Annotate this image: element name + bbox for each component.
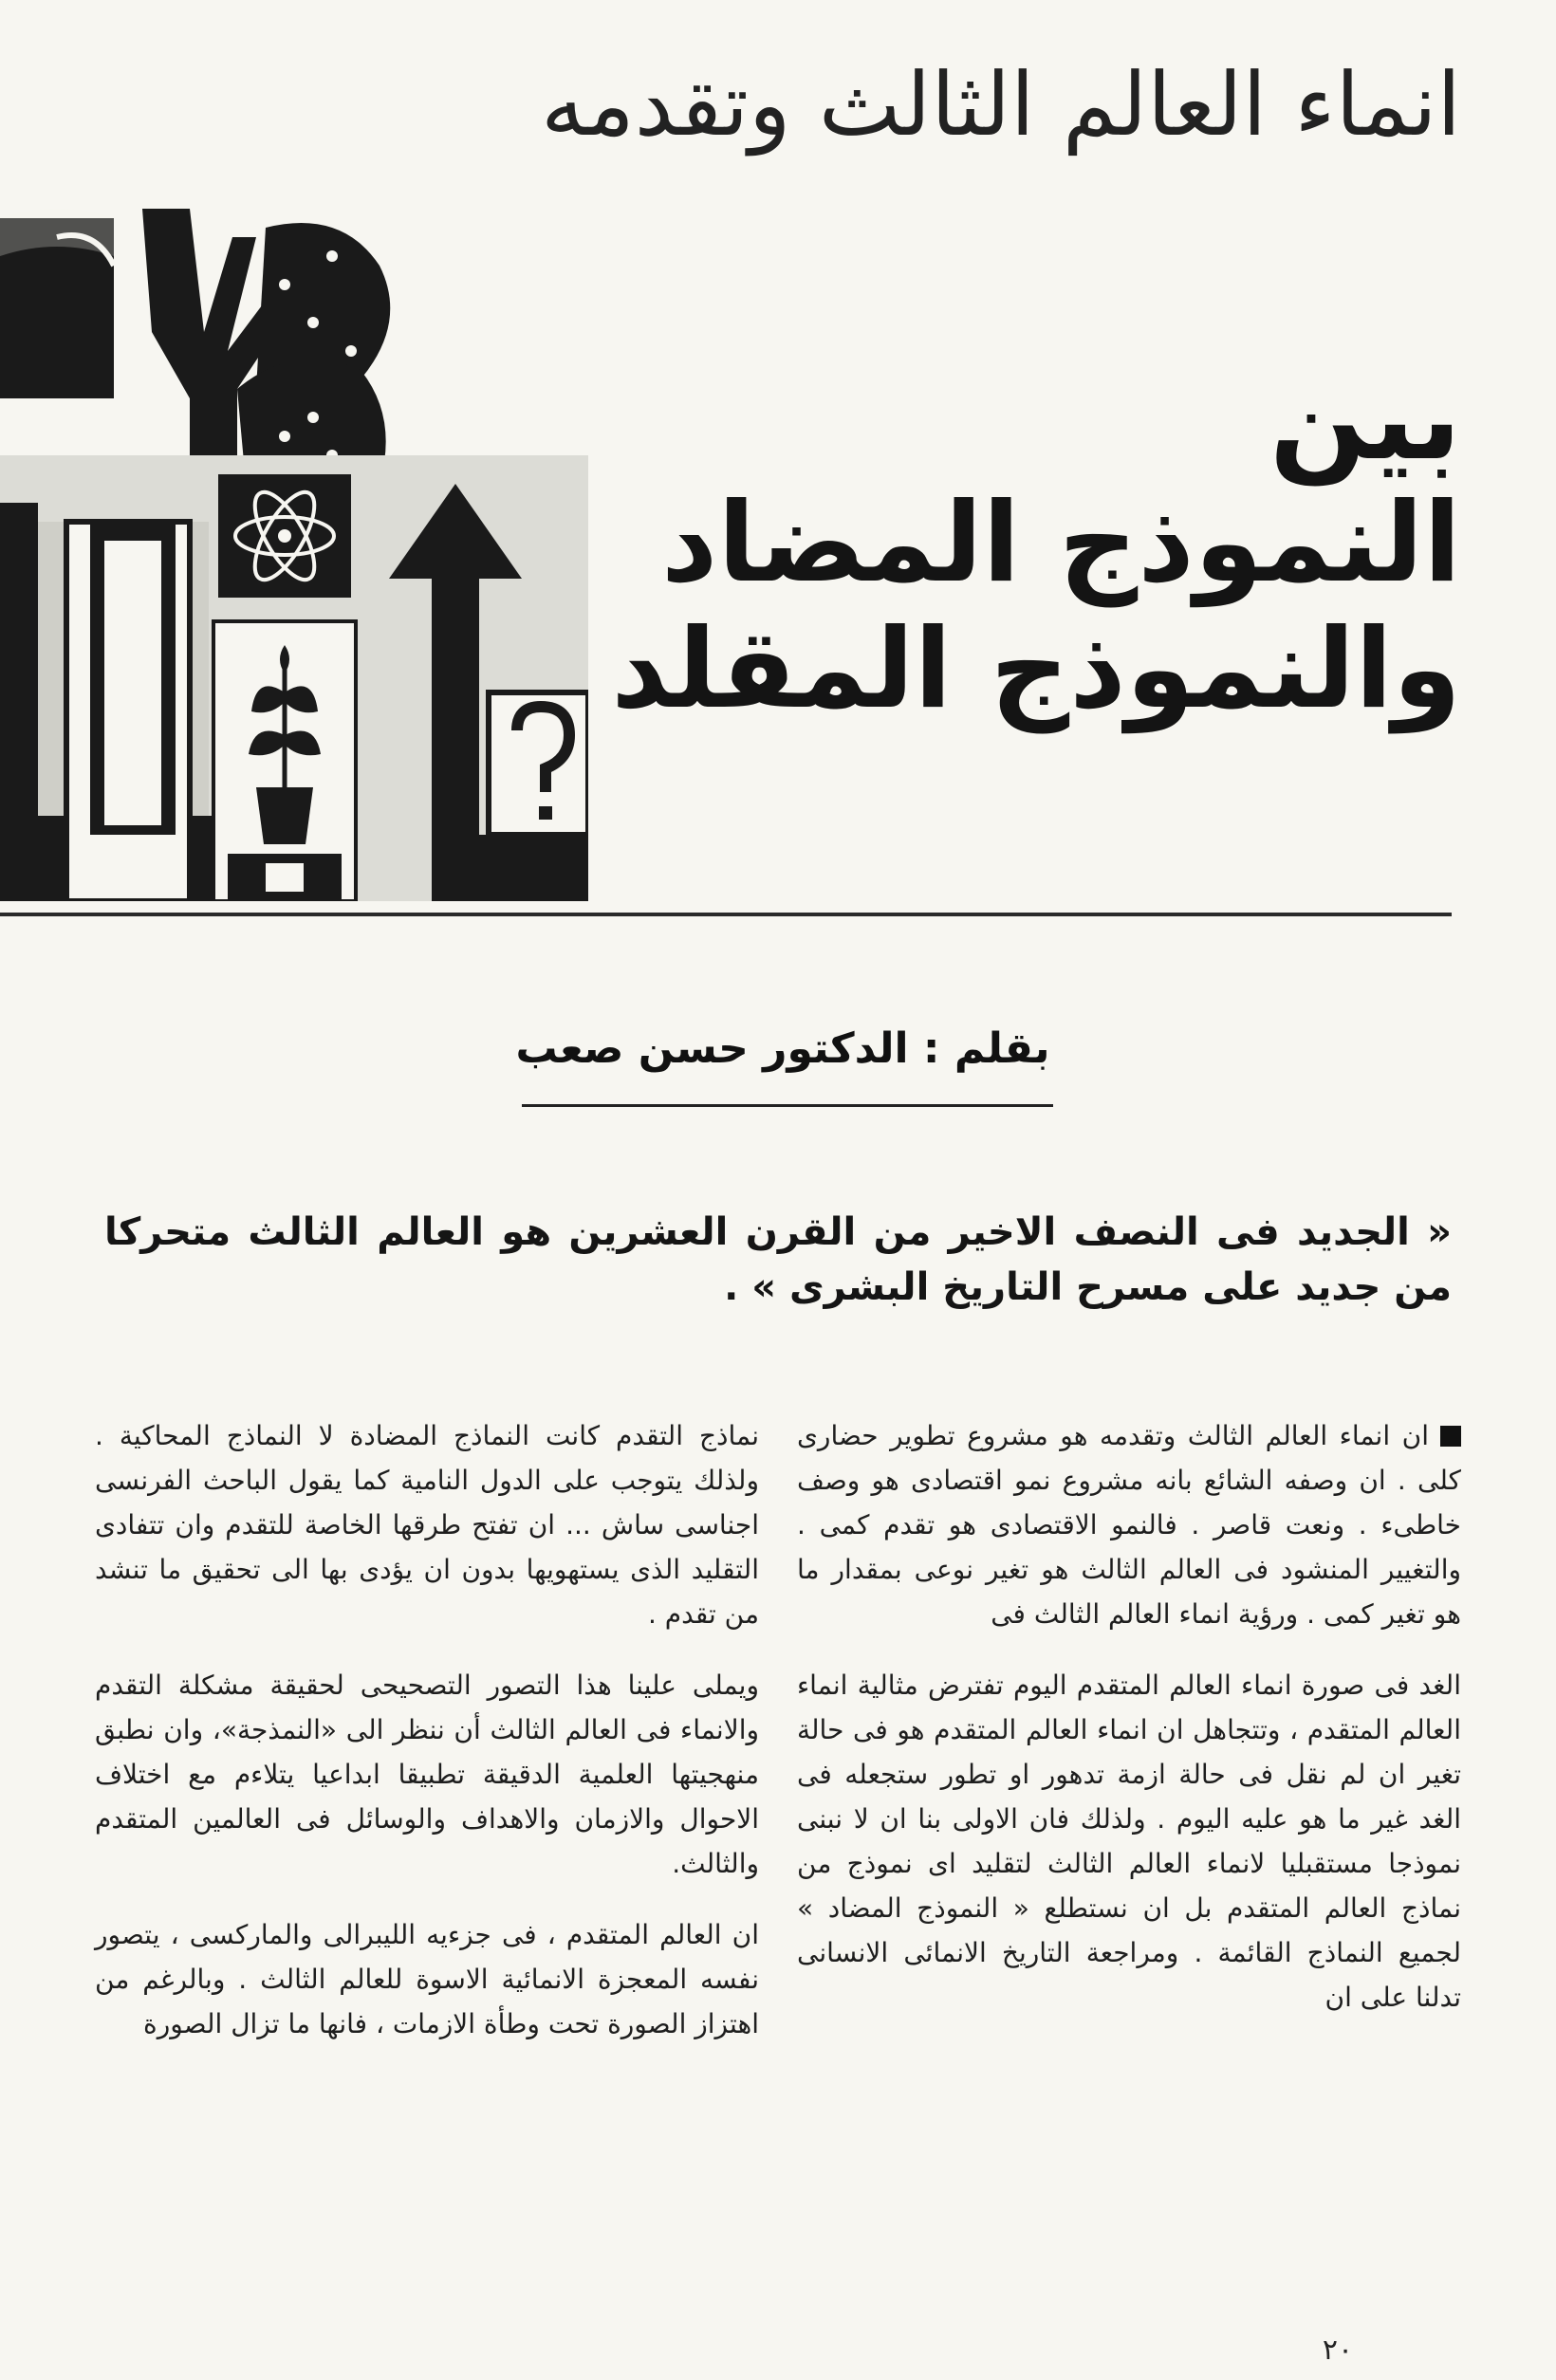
paragraph: ويملى علينا هذا التصور التصحيحى لحقيقة مشكلة التقدم والانماء فى العالم الثالث أن ننظر الى «النمذجة»، وان نطبق منهجيتها العلمية الدقيقة تطبيقا ابداعيا يتلاءم مع اختلاف الاحوال والازمان والاهداف والوسائل فى العالمين المتقدم والثالث. bbox=[95, 1670, 759, 1880]
paragraph: نماذج التقدم كانت النماذج المضادة لا النماذج المحاكية . ولذلك يتوجب على الدول النامية كما يقول الباحث الفرنسى اجناسى ساش ... ان تفتح طرقها الخاصة للتقدم وان تتفادى التقليد الذى يستهويها بدون ان يؤدى بها الى تحقيق ما تنشد من تقدم . bbox=[95, 1420, 759, 1631]
headline-line-1: بين bbox=[1269, 354, 1461, 486]
page-number: ٢٠ bbox=[1322, 2334, 1354, 2367]
headline-line-2: النموذج المضاد bbox=[660, 479, 1461, 607]
plant-pot-icon bbox=[213, 621, 356, 901]
series-kicker: انماء العالم الثالث وتقدمه bbox=[541, 54, 1461, 156]
square-bullet-icon bbox=[1440, 1426, 1461, 1447]
header-divider bbox=[0, 913, 1452, 916]
article-column-left bbox=[95, 1413, 759, 2073]
byline-underline bbox=[522, 1104, 1053, 1107]
atom-icon bbox=[218, 474, 351, 598]
author-byline: بقلم : الدكتور حسن صعب bbox=[515, 1024, 1050, 1073]
headline-line-3: والنموذج المقلد bbox=[611, 605, 1461, 734]
paragraph: الغد فى صورة انماء العالم المتقدم اليوم تفترض مثالية انماء العالم المتقدم ، وتتجاهل ان انماء العالم المتقدم هو فى حالة تغير ان لم نقل فى حالة ازمة تدهور او تطور ستجعله فى الغد غير ما هو عليه اليوم . ولذلك فان الاولى بنا ان لا نبنى نموذجا مستقبليا لانماء العالم الثالث لتقليد اى نموذج من نماذج العالم المتقدم بل ان نستطلع « النموذج المضاد » لجميع النماذج القائمة . ومراجعة التاريخ الانمائى الانسانى تدلنا على ان bbox=[797, 1670, 1461, 2014]
paragraph: ان انماء العالم الثالث وتقدمه هو مشروع تطوير حضارى كلى . ان وصفه الشائع بانه مشروع نمو اقتصادى هو وصف خاطىء . ونعت قاصر . فالنمو الاقتصادى هو تقدم كمى . والتغيير المنشود فى العالم الثالث هو تغير نوعى بمقدار ما هو تغير كمى . ورؤية انماء العالم الثالث فى bbox=[797, 1420, 1461, 1631]
illustration bbox=[0, 199, 588, 901]
question-mark-icon bbox=[479, 692, 588, 901]
paragraph: ان العالم المتقدم ، فى جزءيه الليبرالى والماركسى ، يتصور نفسه المعجزة الانمائية الاسوة للعالم الثالث . وبالرغم من اهتزاز الصورة تحت وطأة الازمات ، فانها ما تزال الصورة bbox=[95, 1919, 759, 2040]
pull-quote: « الجديد فى النصف الاخير من القرن العشرين هو العالم الثالث متحركا من جديد على مسرح التاريخ البشرى » . bbox=[104, 1210, 1452, 1309]
article-column-right bbox=[797, 1413, 1461, 2046]
headline bbox=[611, 354, 1461, 734]
